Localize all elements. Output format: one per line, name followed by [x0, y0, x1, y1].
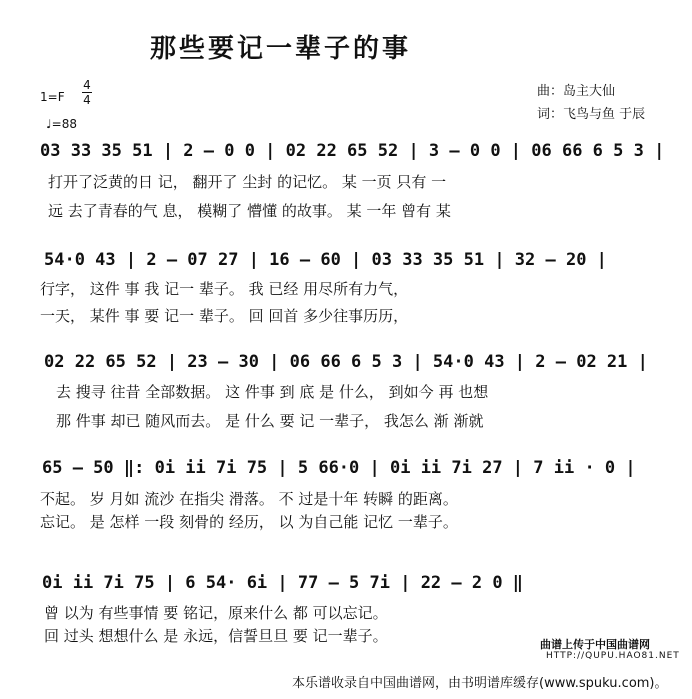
- lyrics-row-3-verse-1: 去 搜寻 往昔 全部数据。 这 件事 到 底 是 什么， 到如今 再 也想: [56, 383, 489, 401]
- source-note: 本乐谱收录自中国曲谱网，由书明谱库缓存(www.spuku.com)。: [292, 676, 668, 691]
- lyrics-row-2-verse-1: 行字， 这件 事 我 记一 辈子。 我 已经 用尽所有力气，: [40, 280, 409, 298]
- lyrics-row-2-verse-2: 一天， 某件 事 要 记一 辈子。 回 回首 多少往事历历，: [40, 307, 409, 325]
- page-title: 那些要记一辈子的事: [150, 34, 412, 64]
- composer-credit: 曲：岛主大仙: [537, 84, 616, 99]
- notation-row-1: 03 33 35 51 | 2 – 0 0 | 02 22 65 52 | 3 – 0 0 | 06 66 6 5 3 |: [40, 141, 665, 161]
- notation-row-5: 0i ii 7i 75 | 6 54· 6i | 77 – 5 7i | 22 – 2 0 ‖: [42, 573, 524, 593]
- lyrics-row-1-verse-2: 远 去了青春的气 息， 模糊了 懵懂 的故事。 某 一年 曾有 某: [48, 202, 451, 220]
- lyrics-row-3-verse-2: 那 件事 却已 随风而去。 是 什么 要 记 一辈子， 我怎么 渐 渐就: [56, 412, 484, 430]
- lyrics-row-4-verse-1: 不起。 岁 月如 流沙 在指尖 滑落。 不 过是十年 转瞬 的距离。: [40, 490, 458, 508]
- time-sig-top: 4: [83, 78, 91, 92]
- lyrics-row-4-verse-2: 忘记。 是 怎样 一段 刻骨的 经历， 以 为自己能 记忆 一辈子。: [40, 513, 458, 531]
- lyrics-row-1-verse-1: 打开了泛黄的日 记， 翻开了 尘封 的记忆。 某 一页 只有 一: [48, 173, 447, 191]
- key-signature: 1=F: [40, 90, 65, 104]
- notation-row-4: 65 – 50 ‖: 0i ii 7i 75 | 5 66·0 | 0i ii 7i 27 | 7 ii · 0 |: [42, 458, 636, 478]
- lyrics-row-5-verse-1: 曾 以为 有些事情 要 铭记，原来什么 都 可以忘记。: [44, 604, 388, 622]
- upload-site-label: 曲谱上传于中国曲谱网: [540, 638, 650, 651]
- notation-row-2: 54·0 43 | 2 – 07 27 | 16 – 60 | 03 33 35 51 | 32 – 20 |: [44, 250, 607, 270]
- upload-site-url: HTTP://QUPU.HAO81.NET: [546, 651, 680, 661]
- time-sig-bottom: 4: [83, 93, 91, 107]
- notation-row-3: 02 22 65 52 | 23 – 30 | 06 66 6 5 3 | 54·0 43 | 2 – 02 21 |: [44, 352, 648, 372]
- lyrics-row-5-verse-2: 回 过头 想想什么 是 永远，信誓旦旦 要 记一辈子。: [44, 627, 388, 645]
- lyricist-credit: 词：飞鸟与鱼 于辰: [537, 107, 646, 122]
- tempo-marking: ♩=88: [46, 117, 77, 131]
- time-signature: [82, 78, 92, 107]
